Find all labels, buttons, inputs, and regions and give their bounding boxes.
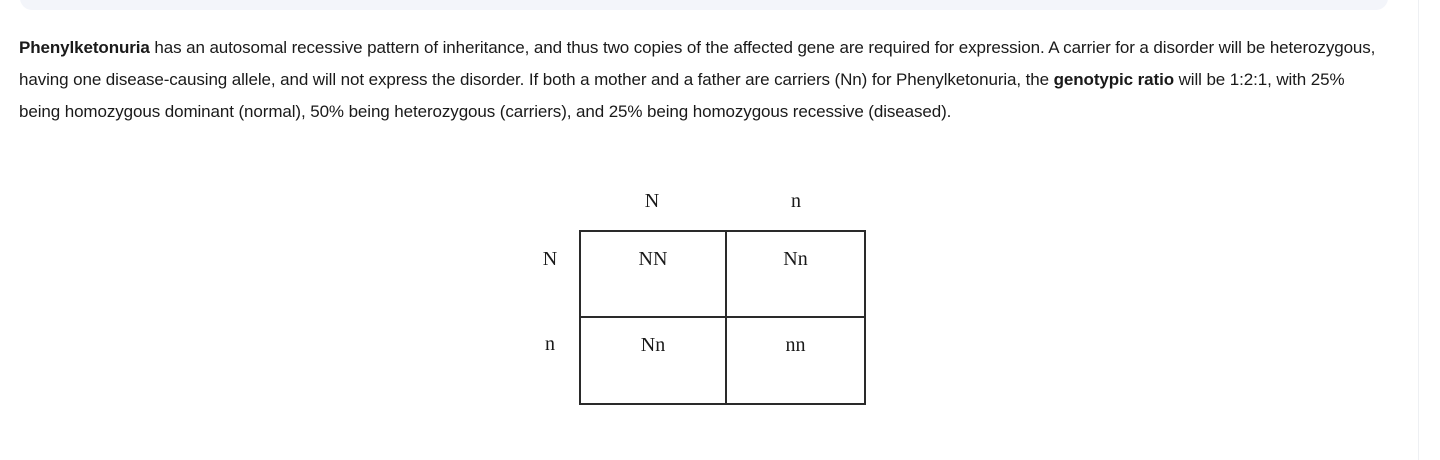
panel-edge bbox=[1418, 0, 1419, 460]
column-header-2: n bbox=[791, 190, 801, 212]
explanation-paragraph bbox=[19, 32, 1389, 128]
term-genotypic-ratio: genotypic ratio bbox=[1053, 70, 1174, 89]
punnett-grid bbox=[579, 230, 866, 405]
term-phenylketonuria: Phenylketonuria bbox=[19, 38, 150, 57]
column-header-1: N bbox=[644, 190, 660, 212]
row-header-1: N bbox=[542, 248, 558, 270]
row-header-2: n bbox=[545, 333, 555, 355]
punnett-cell-nn-top-left: NN bbox=[581, 232, 727, 318]
paragraph-text-1: has an autosomal recessive pattern of inheritance, and thus two copies of the affected gene are required for expression. A carrier for a disorder will be heterozygous, having one disease-causing allele, and will not express the disorder. If both a mother and a father are carriers (Nn) for Phenylketonuria, the bbox=[19, 38, 1376, 89]
punnett-cell-top-right: Nn bbox=[727, 232, 864, 318]
previous-card bbox=[20, 0, 1388, 10]
punnett-cell-bottom-right: nn bbox=[785, 334, 806, 356]
paragraph-text-2: will be 1:2:1, with 25% being homozygous dominant (normal), 50% being heterozygous (carriers), and 25% being homozygous recessive (diseased). bbox=[19, 70, 1345, 121]
punnett-cell-bottom-left: Nn bbox=[581, 318, 727, 403]
